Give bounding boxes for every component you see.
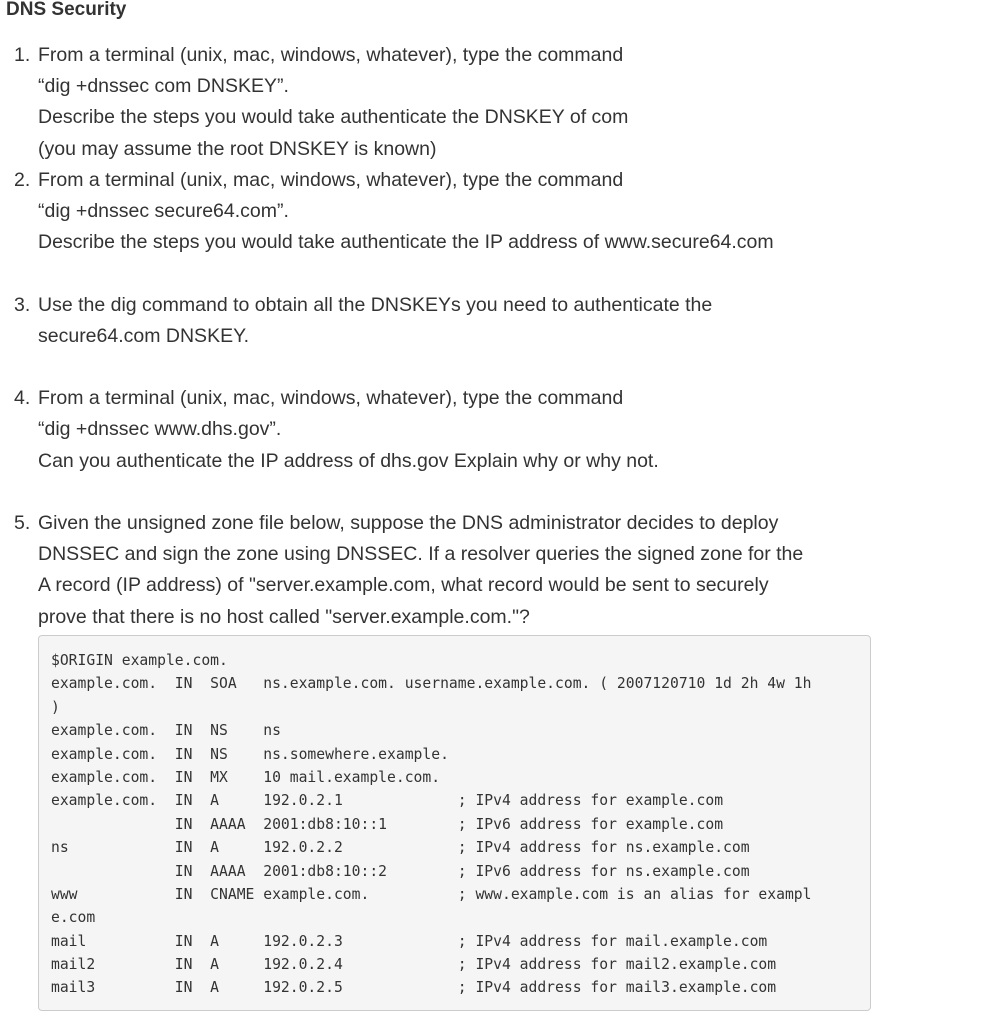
question-2 bbox=[0, 165, 880, 290]
code-line: example.com. IN MX 10 mail.example.com. bbox=[51, 768, 441, 786]
question-text-line: From a terminal (unix, mac, windows, whatever), type the command bbox=[38, 44, 624, 66]
question-text-line: DNSSEC and sign the zone using DNSSEC. If a resolver queries the signed zone for the bbox=[38, 543, 804, 566]
question-text-line: “dig +dnssec secure64.com”. bbox=[38, 200, 289, 223]
question-text-line: “dig +dnssec com DNSKEY”. bbox=[38, 75, 289, 98]
code-line: example.com. IN NS ns.somewhere.example. bbox=[51, 745, 449, 763]
code-line: ns IN A 192.0.2.2 ; IPv4 address for ns.example.com bbox=[51, 839, 750, 857]
question-1 bbox=[0, 40, 880, 165]
code-line: mail3 IN A 192.0.2.5 ; IPv4 address for mail3.example.com bbox=[51, 979, 777, 997]
page-title: DNS Security bbox=[6, 0, 127, 20]
code-line: $ORIGIN example.com. bbox=[51, 652, 228, 669]
code-line: e.com bbox=[51, 909, 96, 927]
question-text-line: prove that there is no host called "server.example.com."? bbox=[38, 605, 530, 628]
question-4 bbox=[0, 383, 880, 508]
question-text-line: From a terminal (unix, mac, windows, whatever), type the command bbox=[38, 168, 624, 191]
blank-line bbox=[38, 477, 880, 508]
code-line: example.com. IN NS ns bbox=[51, 722, 281, 740]
code-line: example.com. IN A 192.0.2.1 ; IPv4 address for example.com bbox=[51, 792, 724, 810]
code-line: IN AAAA 2001:db8:10::1 ; IPv6 address for example.com bbox=[51, 815, 724, 833]
question-number: 3. bbox=[14, 293, 31, 316]
question-3 bbox=[0, 290, 880, 384]
code-line: www IN CNAME example.com. ; www.example.com is an alias for exampl bbox=[51, 885, 812, 903]
question-number: 1. bbox=[14, 44, 31, 66]
question-text-line: From a terminal (unix, mac, windows, whatever), type the command bbox=[38, 387, 624, 410]
question-5 bbox=[0, 508, 880, 633]
blank-line bbox=[38, 258, 880, 289]
question-text-line: secure64.com DNSKEY. bbox=[38, 324, 249, 347]
question-text-line: Can you authenticate the IP address of dhs.gov Explain why or why not. bbox=[38, 449, 659, 472]
zone-file-text bbox=[51, 649, 858, 1000]
question-text-line: Given the unsigned zone file below, suppose the DNS administrator decides to deploy bbox=[38, 512, 779, 534]
question-text-line: “dig +dnssec www.dhs.gov”. bbox=[38, 418, 282, 441]
code-line: mail IN A 192.0.2.3 ; IPv4 address for mail.example.com bbox=[51, 932, 768, 950]
question-text-line: Use the dig command to obtain all the DNSKEYs you need to authenticate the bbox=[38, 293, 713, 316]
code-line: ) bbox=[51, 698, 60, 716]
zone-file-code-block bbox=[38, 635, 871, 1011]
question-text-line: Describe the steps you would take authenticate the DNSKEY of com bbox=[38, 106, 629, 129]
question-text-line: A record (IP address) of "server.example.com, what record would be sent to securely bbox=[38, 574, 769, 597]
question-text-line: Describe the steps you would take authenticate the IP address of www.secure64.com bbox=[38, 231, 774, 254]
code-line: IN AAAA 2001:db8:10::2 ; IPv6 address for ns.example.com bbox=[51, 862, 750, 880]
question-number: 4. bbox=[14, 387, 31, 410]
code-line: mail2 IN A 192.0.2.4 ; IPv4 address for mail2.example.com bbox=[51, 956, 777, 974]
blank-line bbox=[38, 352, 880, 383]
question-text-line: (you may assume the root DNSKEY is known) bbox=[38, 137, 437, 160]
code-line: example.com. IN SOA ns.example.com. username.example.com. ( 2007120710 1d 2h 4w 1h bbox=[51, 675, 812, 693]
question-list bbox=[0, 40, 880, 633]
question-number: 2. bbox=[14, 168, 31, 191]
question-number: 5. bbox=[14, 512, 31, 534]
